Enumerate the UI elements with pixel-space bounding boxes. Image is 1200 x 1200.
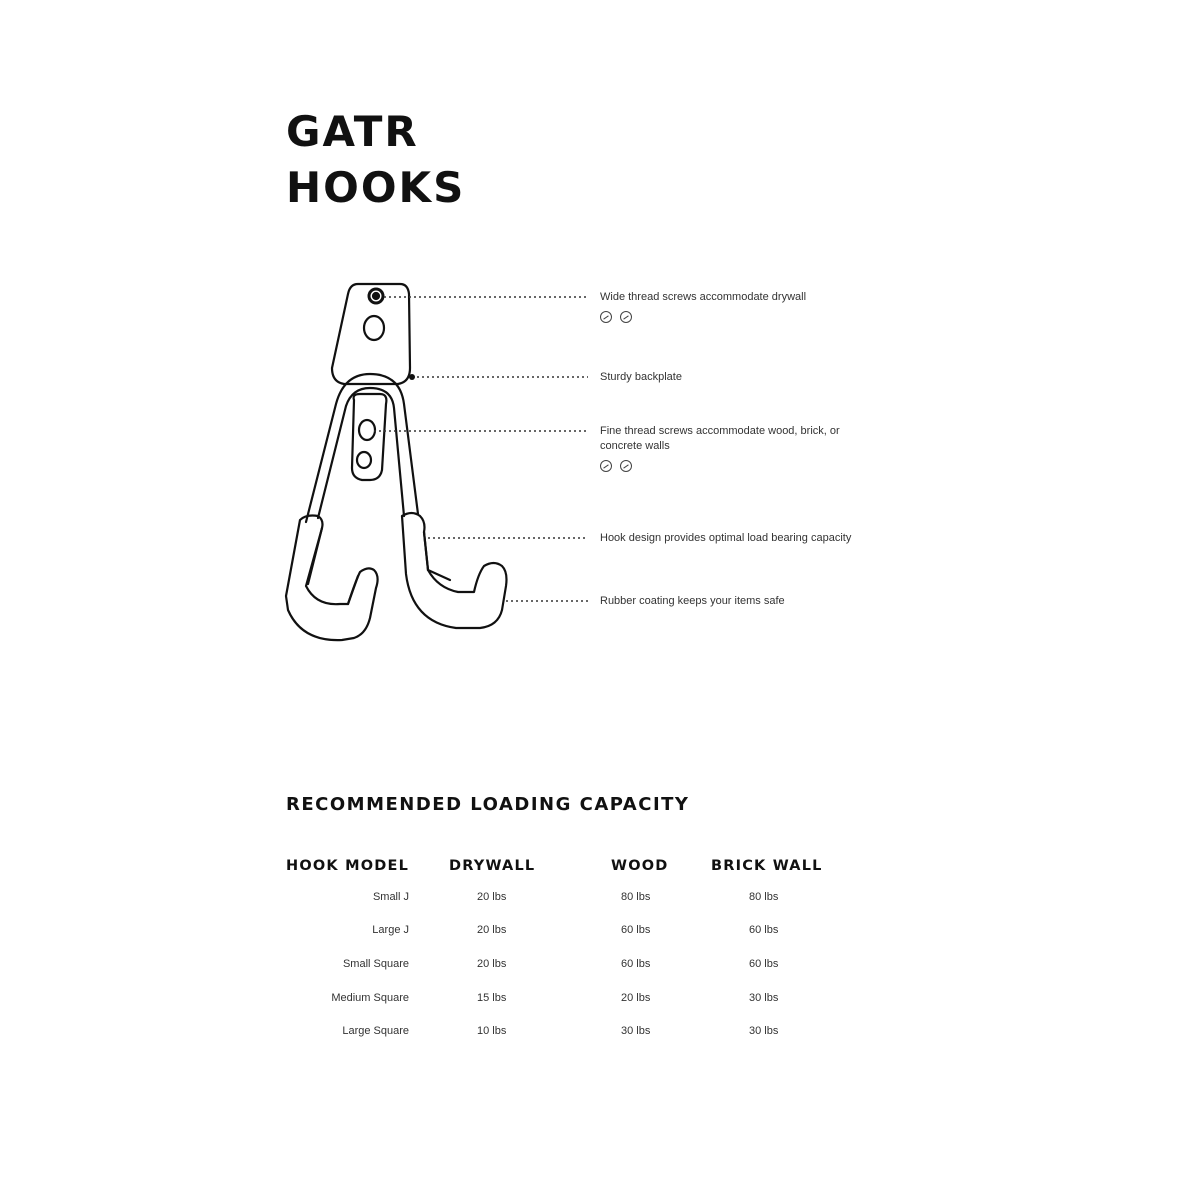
cell-drywall: 20 lbs xyxy=(477,924,507,937)
cell-wood: 60 lbs xyxy=(621,957,651,970)
second-screw-hole xyxy=(364,316,384,340)
cell-drywall: 20 lbs xyxy=(477,890,507,903)
cell-hook-model: Small Square xyxy=(342,957,409,970)
page-title xyxy=(286,104,465,216)
callout-text: Rubber coating keeps your items safe xyxy=(600,595,785,607)
screw-icon xyxy=(600,311,612,323)
capacity-section-title: RECOMMENDED LOADING CAPACITY xyxy=(286,794,690,815)
left-rubber-coating xyxy=(286,516,378,641)
cell-drywall: 15 lbs xyxy=(477,991,507,1004)
callout-text: Hook design provides optimal load bearing capacity xyxy=(600,532,852,544)
callout-text: Wide thread screws accommodate drywall xyxy=(600,291,807,303)
cell-drywall: 20 lbs xyxy=(477,957,507,970)
table-row xyxy=(286,1014,831,1048)
table-row xyxy=(286,981,831,1015)
table-row xyxy=(286,947,831,981)
loading-capacity-table xyxy=(286,858,831,1048)
screw-icon xyxy=(600,460,612,472)
table-header-row xyxy=(286,858,831,880)
callout-wide-thread-screws xyxy=(600,290,806,323)
callout-sturdy-backplate xyxy=(600,370,682,385)
cell-wood: 30 lbs xyxy=(621,1025,651,1038)
cell-brick-wall: 60 lbs xyxy=(749,957,779,970)
table-row xyxy=(286,914,831,948)
screw-icon xyxy=(620,311,632,323)
title-line-2: HOOKS xyxy=(286,163,466,212)
column-header-brick-wall: BRICK WALL xyxy=(711,858,823,874)
screw-icon-group xyxy=(600,311,806,323)
callout-hook-design xyxy=(600,531,851,546)
right-rubber-coating xyxy=(402,513,507,628)
cell-hook-model: Small J xyxy=(372,890,409,903)
cell-hook-model: Large J xyxy=(372,924,409,937)
cell-drywall: 10 lbs xyxy=(477,1025,507,1038)
callout-text: Sturdy backplate xyxy=(600,371,682,383)
column-header-hook-model: HOOK MODEL xyxy=(286,858,410,874)
column-header-drywall: DRYWALL xyxy=(449,858,536,874)
cell-brick-wall: 60 lbs xyxy=(749,924,779,937)
screw-icon-group xyxy=(600,460,840,472)
cell-wood: 20 lbs xyxy=(621,991,651,1004)
cell-wood: 60 lbs xyxy=(621,924,651,937)
cell-brick-wall: 30 lbs xyxy=(749,991,779,1004)
cell-brick-wall: 30 lbs xyxy=(749,1025,779,1038)
cell-brick-wall: 80 lbs xyxy=(749,890,779,903)
column-header-wood: WOOD xyxy=(611,858,669,874)
callout-fine-thread-screws xyxy=(600,424,840,472)
cell-hook-model: Medium Square xyxy=(331,991,409,1004)
hook-diagram xyxy=(270,270,910,670)
cell-hook-model: Large Square xyxy=(342,1025,409,1038)
screw-icon xyxy=(620,460,632,472)
cell-wood: 80 lbs xyxy=(621,890,651,903)
callout-text-continued: concrete walls xyxy=(600,440,670,452)
table-row xyxy=(286,880,831,914)
lower-backplate xyxy=(352,394,386,480)
callout-text: Fine thread screws accommodate wood, brick, or xyxy=(600,425,840,437)
title-line-1: GATR xyxy=(286,107,419,156)
callout-rubber-coating xyxy=(600,594,785,609)
